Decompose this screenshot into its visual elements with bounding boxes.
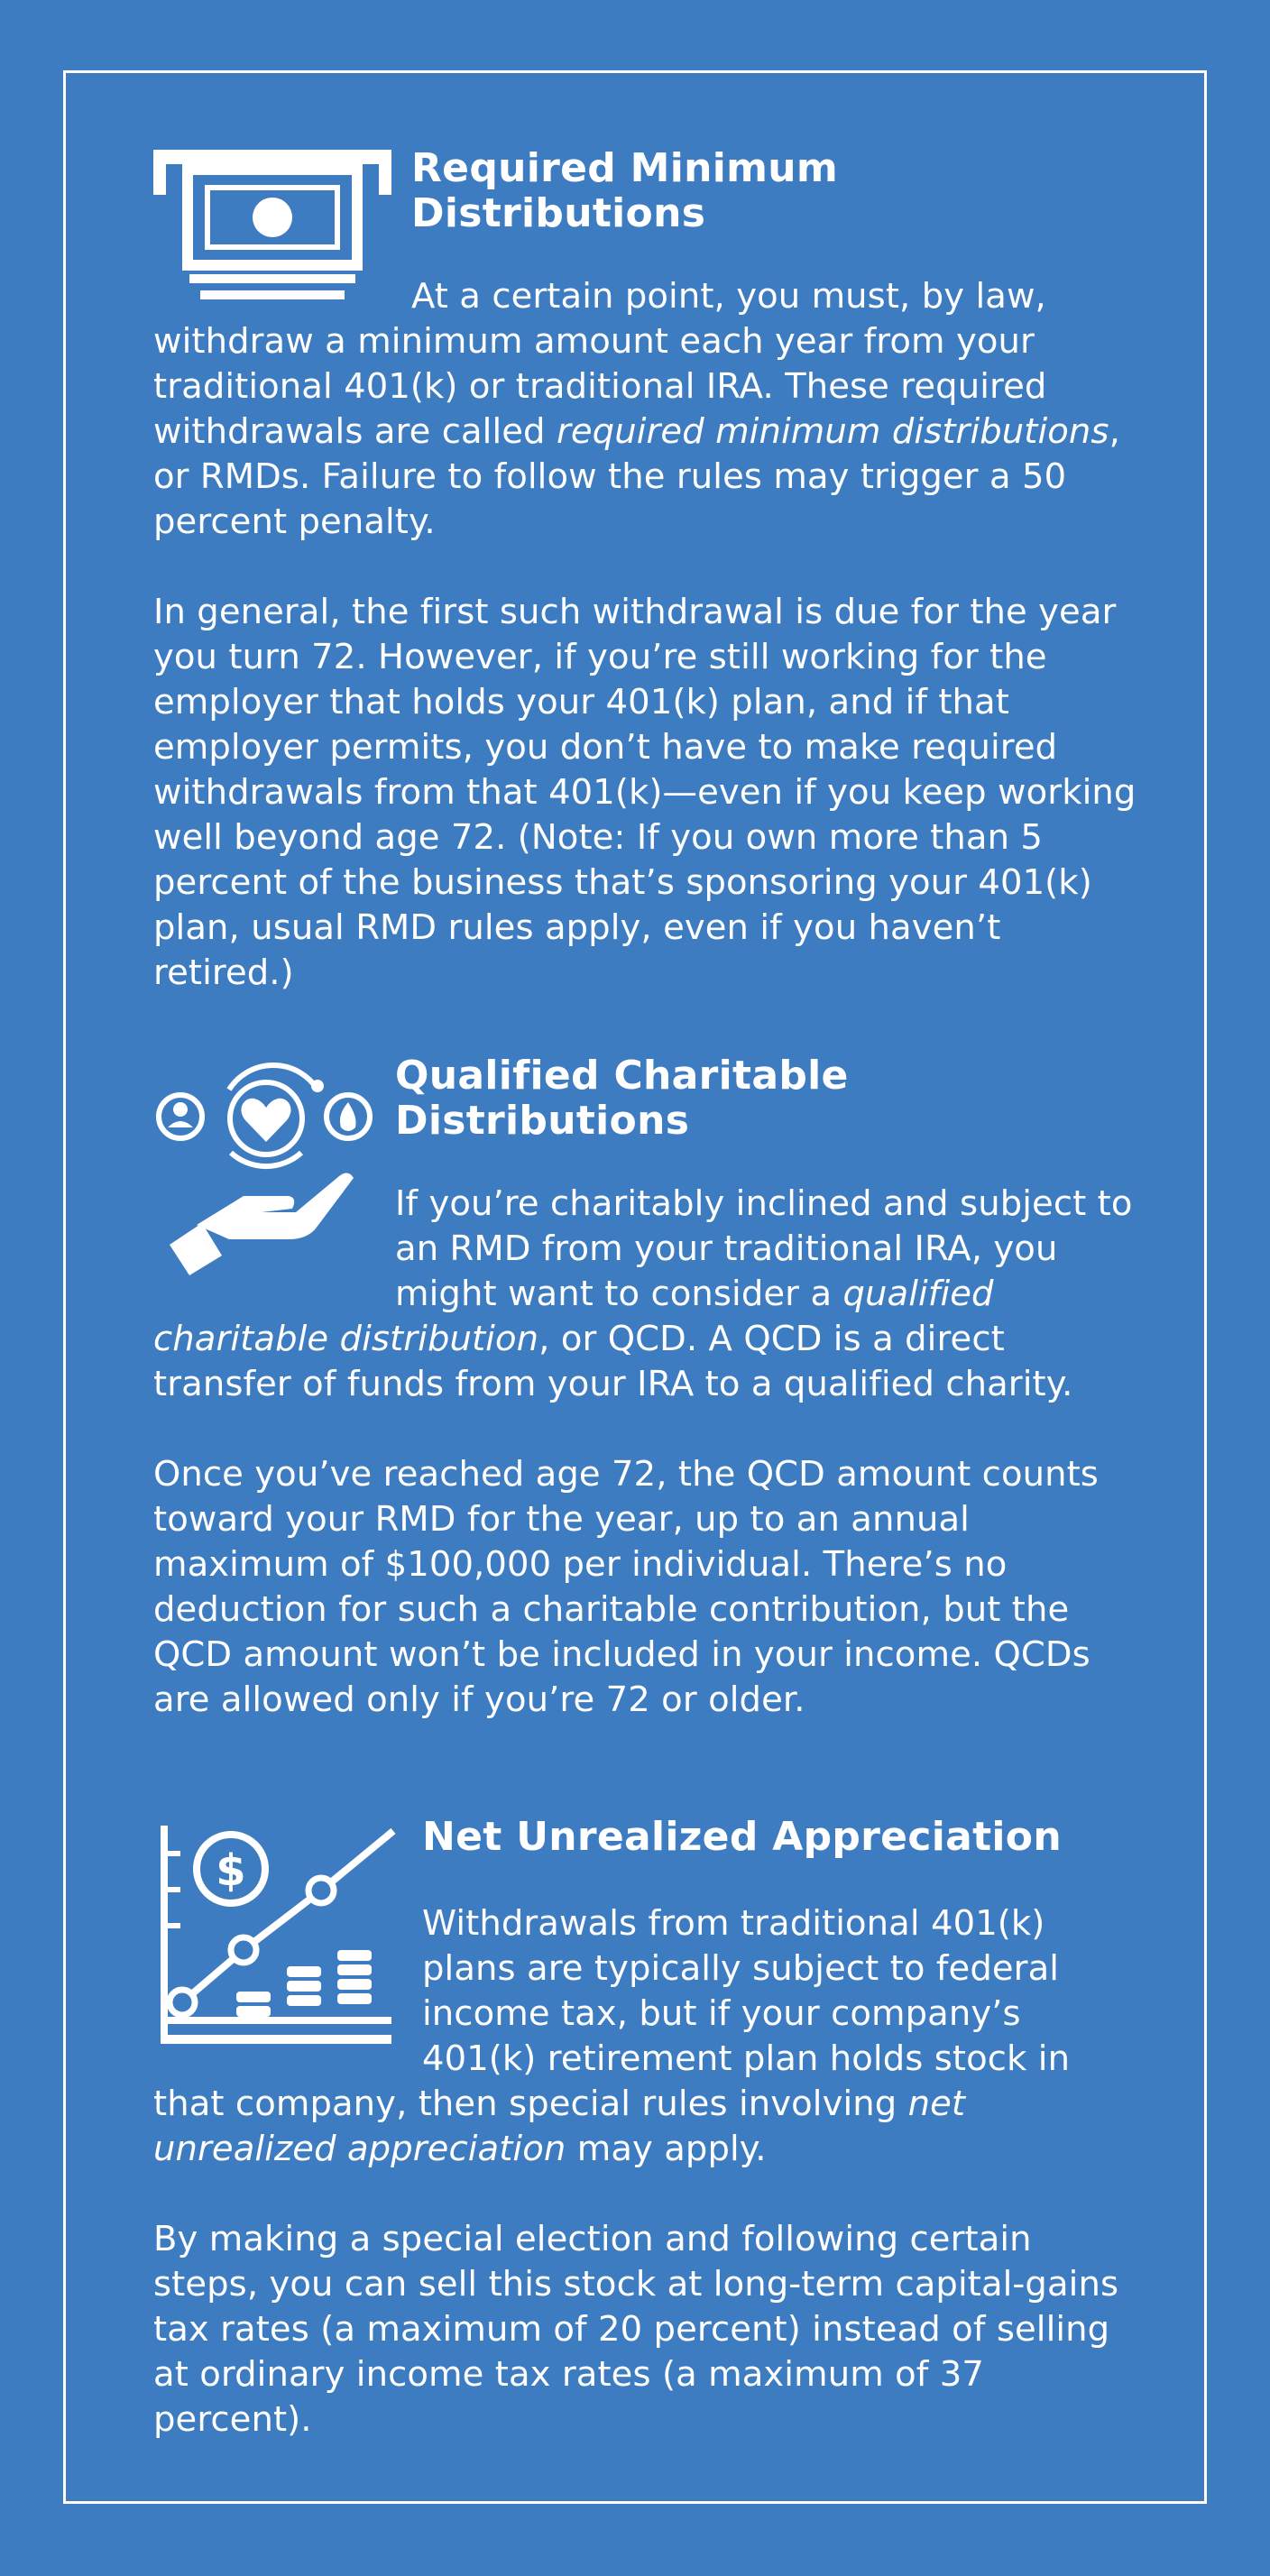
section-title-line2: Distributions xyxy=(411,190,706,236)
svg-text:$: $ xyxy=(216,1845,246,1896)
section-title-line1: Qualified Charitable xyxy=(395,1053,849,1099)
section-paragraph-1: Withdrawals from traditional 401(k) plans are typically subject to federal income tax, but if your company’s 401(k) retirement plan holds stock in that company, then special rules involving net unrealized appreciation may apply. xyxy=(153,1903,1071,2169)
section-title-line1: Required Minimum xyxy=(411,145,839,191)
section-title-line1: Net Unrealized Appreciation xyxy=(422,1814,1062,1860)
growth-chart-coins-icon xyxy=(153,1815,402,2058)
section-paragraph-1: If you’re charitably inclined and subject to an RMD from your traditional IRA, you might want to consider a qualified charitable distribution, or QCD. A QCD is a direct transfer of funds from your IRA to a qualified charity. xyxy=(153,1183,1133,1404)
section-qualified-charitable-distributions xyxy=(153,1053,1146,1723)
cash-withdrawal-icon xyxy=(153,146,391,308)
section-net-unrealized-appreciation xyxy=(153,1815,1146,2443)
section-paragraph-1: At a certain point, you must, by law, withdraw a minimum amount each year from your traditional 401(k) or traditional IRA. These required withdrawals are called required minimum distributions, or RMDs. Failure to follow the rules may trigger a 50 percent penalty. xyxy=(153,276,1120,542)
charity-hand-heart-icon xyxy=(153,1053,375,1279)
section-paragraph-2: In general, the first such withdrawal is due for the year you turn 72. However, if you’re still working for the employer that holds your 401(k) plan, and if that employer permits, you don’t have to make required withdrawals from that 401(k)—even if you keep working well beyond age 72. (Note: If you own more than 5 percent of the business that’s sponsoring your 401(k) plan, usual RMD rules apply, even if you haven’t retired.) xyxy=(153,592,1137,993)
section-paragraph-2: By making a special election and following certain steps, you can sell this stock at long-term capital-gains tax rates (a maximum of 20 percent) instead of selling at ordinary income tax rates (a maximum of 37 percent). xyxy=(153,2219,1119,2440)
section-required-minimum-distributions xyxy=(153,146,1146,996)
section-paragraph-2: Once you’ve reached age 72, the QCD amount counts toward your RMD for the year, up to an annual maximum of $100,000 per individual. There’s no deduction for such a charitable contribution, but the QCD amount won’t be included in your income. QCDs are allowed only if you’re 72 or older. xyxy=(153,1454,1099,1720)
section-title-line2: Distributions xyxy=(395,1098,690,1144)
